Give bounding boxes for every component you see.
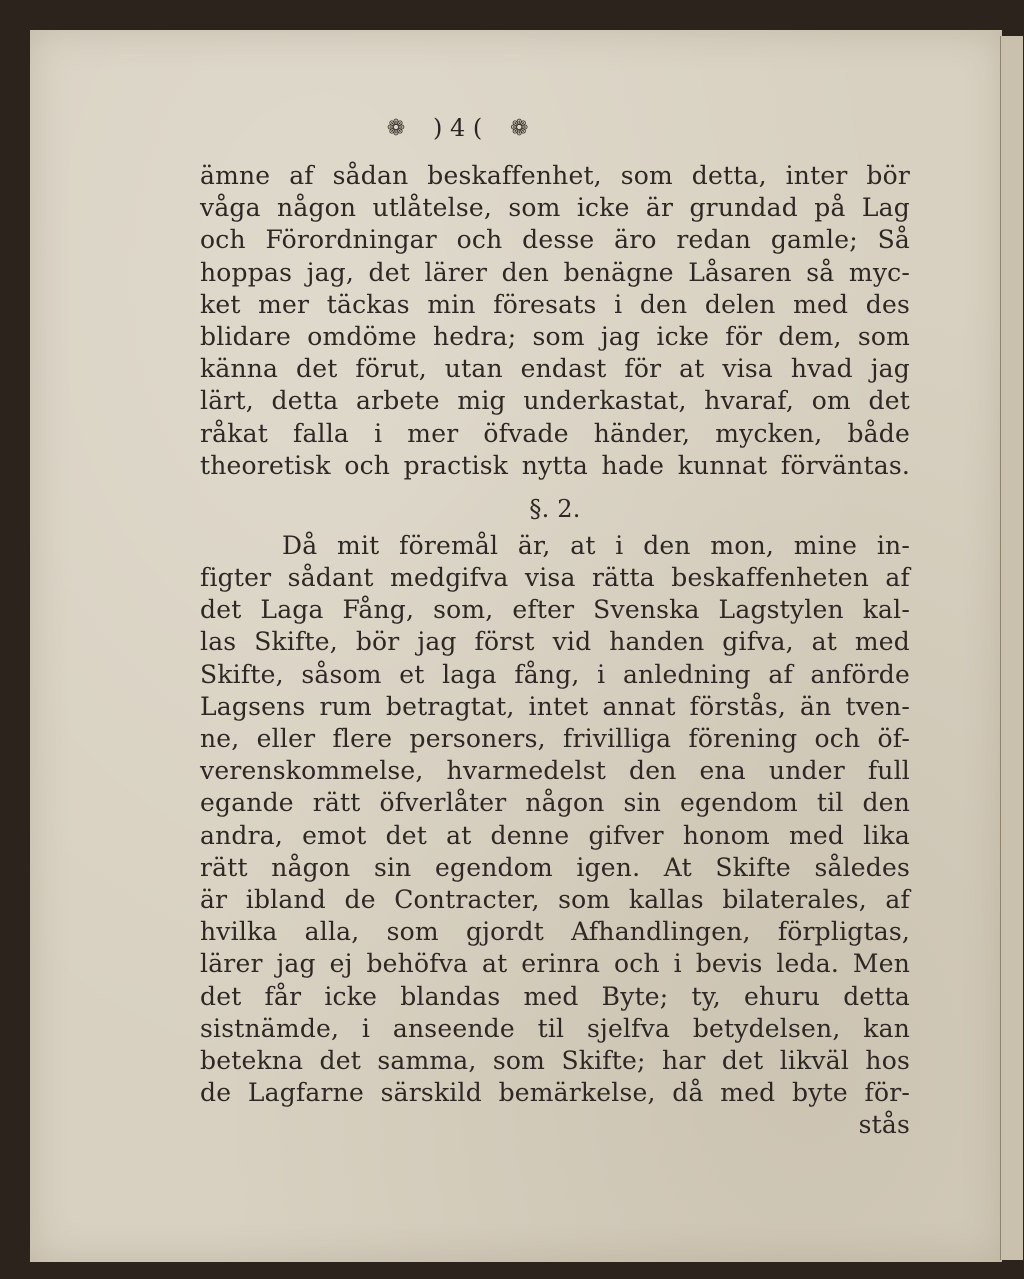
left-ornament-icon: ❁: [386, 115, 406, 141]
page-header: [385, 108, 725, 148]
right-ornament-icon: ❁: [510, 115, 529, 141]
paragraph-2: [200, 530, 910, 1142]
paragraph-1: [200, 160, 910, 482]
text-line: råkat falla i mer öfvade händer, mycken, både: [200, 418, 910, 448]
text-line: Lagsens rum betragtat, intet annat förstås, än tven-: [200, 691, 910, 721]
text-line: känna det förut, utan endast för at visa hvad jag: [200, 354, 910, 384]
text-line: sistnämde, i anseende til sjelfva betydelsen, kan: [200, 1013, 910, 1043]
text-line: figter sådant medgifva visa rätta beskaffenheten af: [200, 563, 910, 593]
text-line: blidare omdöme hedra; som jag icke för dem, som: [200, 321, 910, 351]
text-line: det Laga Fång, som, efter Svenska Lagstylen kal-: [200, 595, 910, 625]
text-line: verenskommelse, hvarmedelst den ena under full: [200, 756, 910, 786]
text-line: Då mit föremål är, at i den mon, mine in-: [282, 530, 910, 560]
text-line: lärer jag ej behöfva at erinra och i bevis leda. Men: [200, 949, 910, 979]
text-line: Skifte, såsom et laga fång, i anledning af anförde: [200, 659, 910, 689]
text-line: egande rätt öfverlåter någon sin egendom til den: [200, 788, 910, 818]
text-line: våga någon utlåtelse, som icke är grundad på Lag: [200, 193, 910, 223]
text-line: är ibland de Contracter, som kallas bilaterales, af: [200, 884, 910, 914]
catchword: stås: [858, 1110, 910, 1140]
body-text: [200, 160, 910, 1141]
text-line: rätt någon sin egendom igen. At Skifte således: [200, 852, 910, 882]
text-line: betekna det samma, som Skifte; har det likväl hos: [200, 1045, 910, 1075]
text-line: theoretisk och practisk nytta hade kunnat förväntas.: [200, 450, 910, 480]
text-line: ket mer täckas min föresats i den delen med des: [200, 289, 910, 319]
section-heading: §. 2.: [529, 494, 581, 523]
text-line: ne, eller flere personers, frivilliga förening och öf-: [200, 724, 910, 753]
adjacent-page-edge: [1000, 36, 1023, 1260]
text-line: hvilka alla, som gjordt Afhandlingen, förpligtas,: [200, 917, 910, 947]
text-line: hoppas jag, det lärer den benägne Låsaren så myc-: [200, 257, 910, 287]
page-number: ) 4 (: [433, 114, 483, 142]
text-line: det får icke blandas med Byte; ty, ehuru detta: [200, 981, 910, 1011]
text-line: de Lagfarne särskild bemärkelse, då med byte för-: [200, 1078, 910, 1108]
text-line: las Skifte, bör jag först vid handen gifva, at med: [200, 627, 910, 657]
text-line: andra, emot det at denne gifver honom med lika: [200, 820, 910, 850]
text-line: ämne af sådan beskaffenhet, som detta, inter bör: [200, 161, 910, 190]
text-line: och Förordningar och desse äro redan gamle; Så: [200, 225, 910, 255]
text-line: lärt, detta arbete mig underkastat, hvaraf, om det: [200, 386, 910, 416]
